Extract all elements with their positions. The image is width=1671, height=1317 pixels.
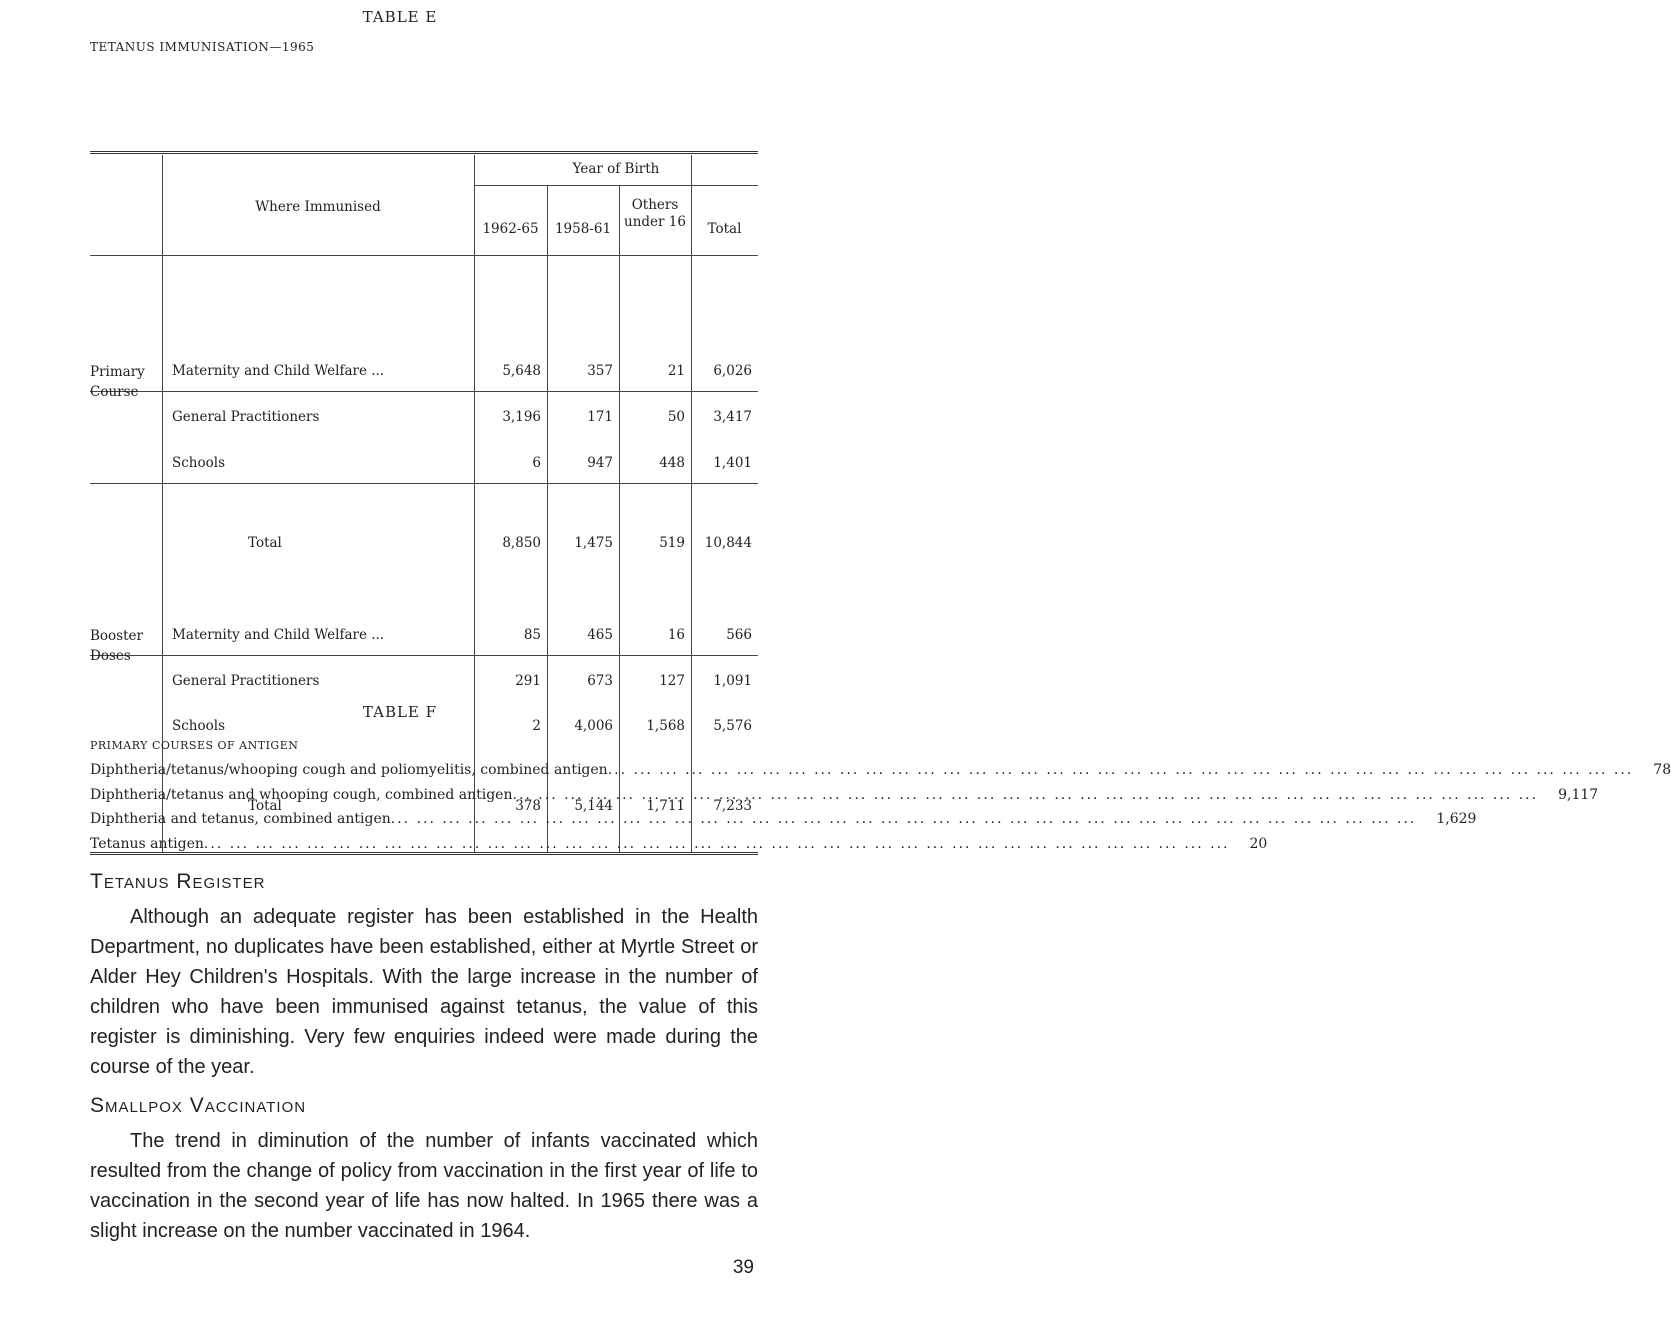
- row-label: Schools: [172, 718, 226, 734]
- table-cell: 6,026: [713, 363, 752, 379]
- antigen-count: 9,117: [1558, 786, 1599, 803]
- table-cell: 1,401: [713, 455, 752, 471]
- antigen-row: [90, 762, 1671, 778]
- leader-dots: ... ... ... ... ... ... ... ... ... ... ... ... ... ... ... ... ... ... ... ... ... ... ... ... ... ... ... ... ... ... ... ... ... ... ... ... ... ... ... ...: [512, 786, 1539, 803]
- table-cell: 171: [587, 409, 613, 425]
- table-cell: 357: [587, 363, 613, 379]
- row-label: General Practitioners: [172, 673, 320, 689]
- table-cell: 6: [532, 455, 541, 471]
- where-immunised-header: Where Immunised: [255, 199, 381, 215]
- table-cell: 1,091: [713, 673, 752, 689]
- table-cell: 673: [587, 673, 613, 689]
- table-cell: 127: [659, 673, 685, 689]
- leader-dots: ... ... ... ... ... ... ... ... ... ... ... ... ... ... ... ... ... ... ... ... ... ... ... ... ... ... ... ... ... ... ... ... ... ... ... ... ... ... ... ...: [390, 811, 1417, 827]
- table-cell: 21: [667, 363, 685, 379]
- column-divider: [691, 155, 692, 852]
- row-divider: [90, 391, 758, 392]
- table-cell: 50: [667, 409, 685, 425]
- antigen-row: [90, 786, 1599, 803]
- row-divider: [90, 483, 758, 484]
- leader-dots: ... ... ... ... ... ... ... ... ... ... ... ... ... ... ... ... ... ... ... ... ... ... ... ... ... ... ... ... ... ... ... ... ... ... ... ... ... ... ... ...: [203, 835, 1230, 852]
- column-divider: [547, 185, 548, 852]
- antigen-label: Diphtheria/tetanus and whooping cough, combined antigen: [90, 786, 513, 803]
- section-heading: Smallpox Vaccination: [90, 1094, 307, 1117]
- table-cell: 2: [532, 718, 541, 734]
- table-cell: 291: [515, 673, 541, 689]
- page-number: 39: [732, 1257, 754, 1278]
- col-header-1962-65: 1962-65: [482, 221, 539, 237]
- column-divider: [619, 185, 620, 852]
- total-cell: 378: [515, 798, 541, 814]
- row-label: Maternity and Child Welfare ...: [172, 363, 385, 379]
- section-heading: Tetanus Register: [90, 870, 266, 893]
- table-cell: 5,576: [713, 718, 752, 734]
- row-divider: [474, 185, 758, 186]
- table-e-subtitle: TETANUS IMMUNISATION—1965: [90, 40, 315, 54]
- bottom-rule: [90, 852, 758, 855]
- row-label: Maternity and Child Welfare ...: [172, 627, 385, 643]
- top-rule: [90, 151, 758, 154]
- group-label: Booster Doses: [90, 628, 143, 664]
- total-label: Total: [248, 798, 282, 814]
- row-label: Schools: [172, 455, 226, 471]
- table-e-title: TABLE E: [362, 8, 438, 26]
- antigen-row: [90, 811, 1477, 827]
- table-cell: 947: [587, 455, 613, 471]
- table-f-title: TABLE F: [362, 703, 438, 721]
- table-f-subtitle: PRIMARY COURSES OF ANTIGEN: [90, 739, 299, 752]
- leader-dots: ... ... ... ... ... ... ... ... ... ... ... ... ... ... ... ... ... ... ... ... ... ... ... ... ... ... ... ... ... ... ... ... ... ... ... ... ... ... ... ...: [607, 762, 1634, 778]
- total-cell: 1,475: [574, 535, 613, 551]
- antigen-label: Diphtheria/tetanus/whooping cough and poliomyelitis, combined antigen: [90, 762, 608, 778]
- text-sections: [90, 868, 758, 1280]
- antigen-count: 20: [1249, 835, 1268, 852]
- table-cell: 448: [659, 455, 685, 471]
- col-header-others: Others under 16: [624, 197, 686, 230]
- table-cell: 85: [523, 627, 541, 643]
- column-divider: [474, 155, 475, 852]
- table-cell: 3,196: [502, 409, 541, 425]
- total-cell: 7,233: [713, 798, 752, 814]
- col-header-1958-61: 1958-61: [554, 221, 612, 237]
- year-of-birth-header: Year of Birth: [572, 161, 660, 177]
- total-cell: 519: [659, 535, 685, 551]
- table-cell: 4,006: [574, 718, 613, 734]
- row-divider: [90, 655, 758, 656]
- antigen-count: 1,629: [1436, 811, 1477, 827]
- table-cell: 3,417: [713, 409, 752, 425]
- table-cell: 465: [587, 627, 613, 643]
- table-cell: 1,568: [646, 718, 685, 734]
- total-cell: 10,844: [704, 535, 752, 551]
- section-paragraph: The trend in diminution of the number of infants vaccinated which resulted from the change of policy from vaccination in the first year of life to vaccination in the second year of life has now halted. In 1965 there was a slight increase on the number vaccinated in 1964.: [90, 1130, 758, 1242]
- group-label: Primary Course: [90, 364, 145, 400]
- section-paragraph: Although an adequate register has been established in the Health Department, no duplicates have been established, either at Myrtle Street or Alder Hey Children's Hospitals. With the large increase in the number of children who have been immunised against tetanus, the value of this register is diminishing. Very few enquiries indeed were made during the course of the year.: [90, 906, 758, 1078]
- antigen-count: 78: [1653, 762, 1671, 778]
- col-header-total: Total: [707, 221, 742, 237]
- table-cell: 566: [726, 627, 752, 643]
- antigen-label: Diphtheria and tetanus, combined antigen: [90, 811, 391, 827]
- table-cell: 5,648: [502, 363, 541, 379]
- row-divider: [90, 255, 758, 256]
- row-label: General Practitioners: [172, 409, 320, 425]
- antigen-label: Tetanus antigen: [90, 835, 204, 852]
- antigen-row: [90, 835, 1268, 852]
- total-cell: 5,144: [574, 798, 613, 814]
- total-label: Total: [248, 535, 282, 551]
- total-cell: 1,711: [646, 798, 685, 814]
- table-cell: 16: [667, 627, 685, 643]
- total-cell: 8,850: [502, 535, 541, 551]
